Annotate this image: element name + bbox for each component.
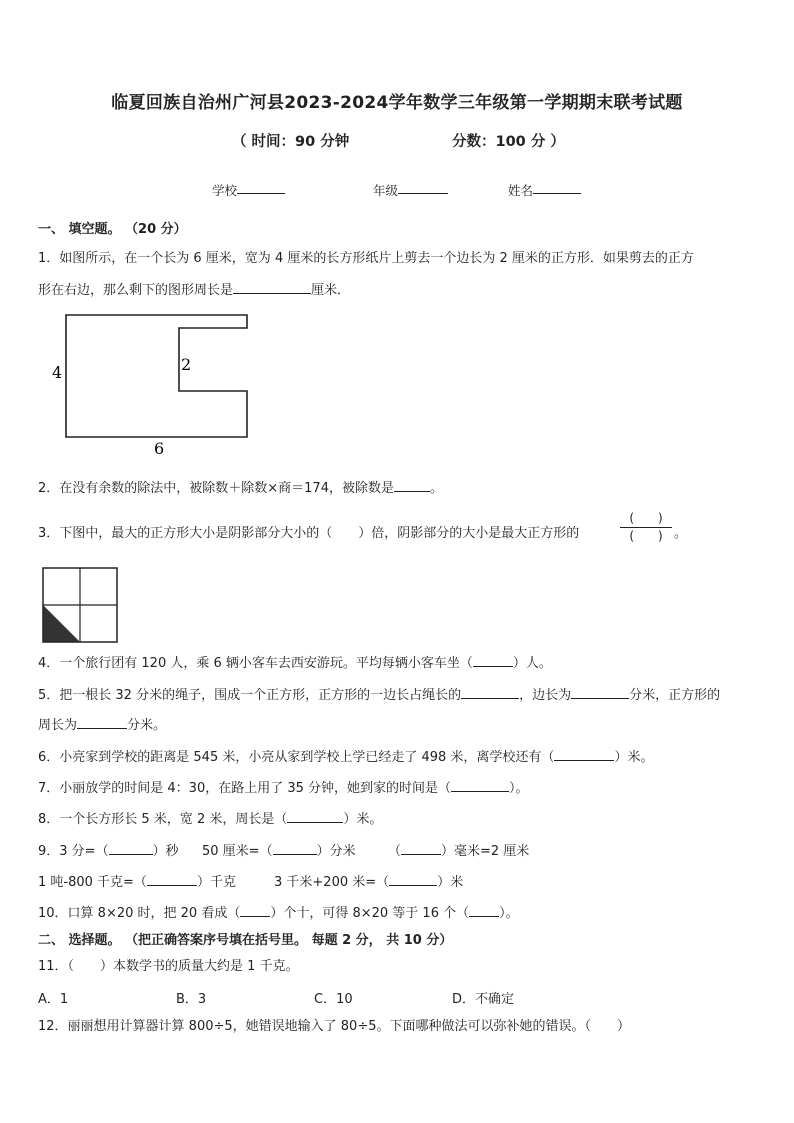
q3-fraction-numerator[interactable]: ( ) (629, 511, 663, 525)
q6-line: 6．小亮家到学校的距离是 545 米，小亮从家到学校上学已经走了 498 米，离学校还有（ ）米。 (38, 750, 654, 765)
q9-blank-meters[interactable] (389, 873, 437, 886)
q8-answer-blank[interactable] (287, 810, 343, 823)
q10-blank-tens[interactable] (240, 904, 270, 917)
q5-line1: 5．把一根长 32 分米的绳子，围成一个正方形，正方形的一边长占绳长的 ，边长为 分米，正方形的 (38, 688, 721, 703)
q10-blank-unit[interactable] (469, 904, 499, 917)
q9-blank-kilograms[interactable] (147, 873, 197, 886)
q11-stem: 11．（ ）本数学书的质量大约是 1 千克。 (38, 959, 299, 974)
q3-fraction-denominator[interactable]: ( ) (620, 527, 672, 545)
q11-option-a[interactable]: A．1 (38, 992, 69, 1007)
name-field[interactable] (508, 181, 533, 199)
q11-option-d[interactable]: D．不确定 (452, 992, 515, 1007)
q9-line1-b: 50 厘米=（ ）分米 (202, 844, 356, 859)
q9-line2: 1 吨-800 千克=（ ）千克 (38, 875, 236, 890)
grade-blank[interactable] (398, 181, 448, 194)
q9-line2-b: 3 千米+200 米=（ ）米 (274, 875, 464, 890)
q3-fraction[interactable] (620, 510, 672, 545)
q11-option-b[interactable]: B．3 (176, 992, 207, 1007)
grade-field[interactable] (373, 181, 398, 199)
q12-stem: 12．丽丽想用计算器计算 800÷5，她错误地输入了 80÷5。下面哪种做法可以弥补她的错误。（ ） (38, 1019, 630, 1034)
name-blank[interactable] (533, 181, 581, 194)
q9-blank-decimeters[interactable] (273, 842, 317, 855)
school-blank[interactable] (237, 181, 285, 194)
name-label: 姓名 (508, 183, 534, 198)
q4-line: 4．一个旅行团有 120 人，乘 6 辆小客车去西安游玩。平均每辆小客车坐（ ）人。 (38, 656, 552, 671)
q1-line2: 形在右边，那么剩下的图形周长是 厘米． (38, 283, 351, 298)
q1-answer-blank[interactable] (233, 281, 311, 294)
q7-line: 7．小丽放学的时间是 4：30，在路上用了 35 分钟，她到家的时间是（ ）。 (38, 781, 529, 796)
q1-figure (40, 306, 260, 466)
q5-line2: 周长为 分米。 (38, 718, 167, 733)
section1-title: 一、 填空题。 （20 分） (38, 222, 187, 237)
q1-fig-label-notch: 2 (181, 355, 192, 374)
q5-blank-perimeter[interactable] (77, 716, 127, 729)
exam-score: 分数：100 分 ） (452, 134, 565, 150)
q1-fig-label-width: 4 (52, 363, 63, 382)
school-field[interactable] (212, 181, 237, 199)
q11-option-c[interactable]: C．10 (314, 992, 353, 1007)
q3-line: 3．下图中，最大的正方形大小是阴影部分大小的（ ）倍，阴影部分的大小是最大正方形的 (38, 526, 580, 541)
q9-line1-c: （ ）毫米=2 厘米 (388, 844, 530, 859)
q9-blank-seconds[interactable] (109, 842, 153, 855)
q6-answer-blank[interactable] (554, 748, 614, 761)
q10-line: 10．口算 8×20 时，把 20 看成（ ）个十，可得 8×20 等于 16 个（ ）。 (38, 906, 519, 921)
q5-blank-side[interactable] (571, 686, 629, 699)
grade-label: 年级 (373, 183, 399, 198)
exam-time: （ 时间：90 分钟 (232, 134, 350, 150)
q1-line1: 1．如图所示，在一个长为 6 厘米，宽为 4 厘米的长方形纸片上剪去一个边长为 2 厘米的正方形．如果剪去的正方 (38, 251, 694, 266)
q2-line: 2．在没有余数的除法中，被除数＋除数×商＝174，被除数是 。 (38, 481, 443, 496)
q3-figure (42, 567, 120, 645)
q9-line1: 9．3 分=（ ）秒 (38, 844, 179, 859)
q5-blank-fraction[interactable] (461, 686, 519, 699)
q3-end: 。 (674, 526, 688, 541)
exam-title: 临夏回族自治州广河县2023-2024学年数学三年级第一学期期末联考试题 (111, 93, 683, 113)
q7-answer-blank[interactable] (451, 779, 509, 792)
q2-answer-blank[interactable] (394, 479, 430, 492)
school-label: 学校 (212, 183, 238, 198)
q9-blank-millimeters[interactable] (401, 842, 441, 855)
section2-title: 二、 选择题。 （把正确答案序号填在括号里。 每题 2 分， 共 10 分） (38, 933, 453, 948)
q1-fig-label-length: 6 (154, 439, 165, 458)
q8-line: 8．一个长方形长 5 米，宽 2 米，周长是（ ）米。 (38, 812, 383, 827)
q4-answer-blank[interactable] (473, 654, 513, 667)
